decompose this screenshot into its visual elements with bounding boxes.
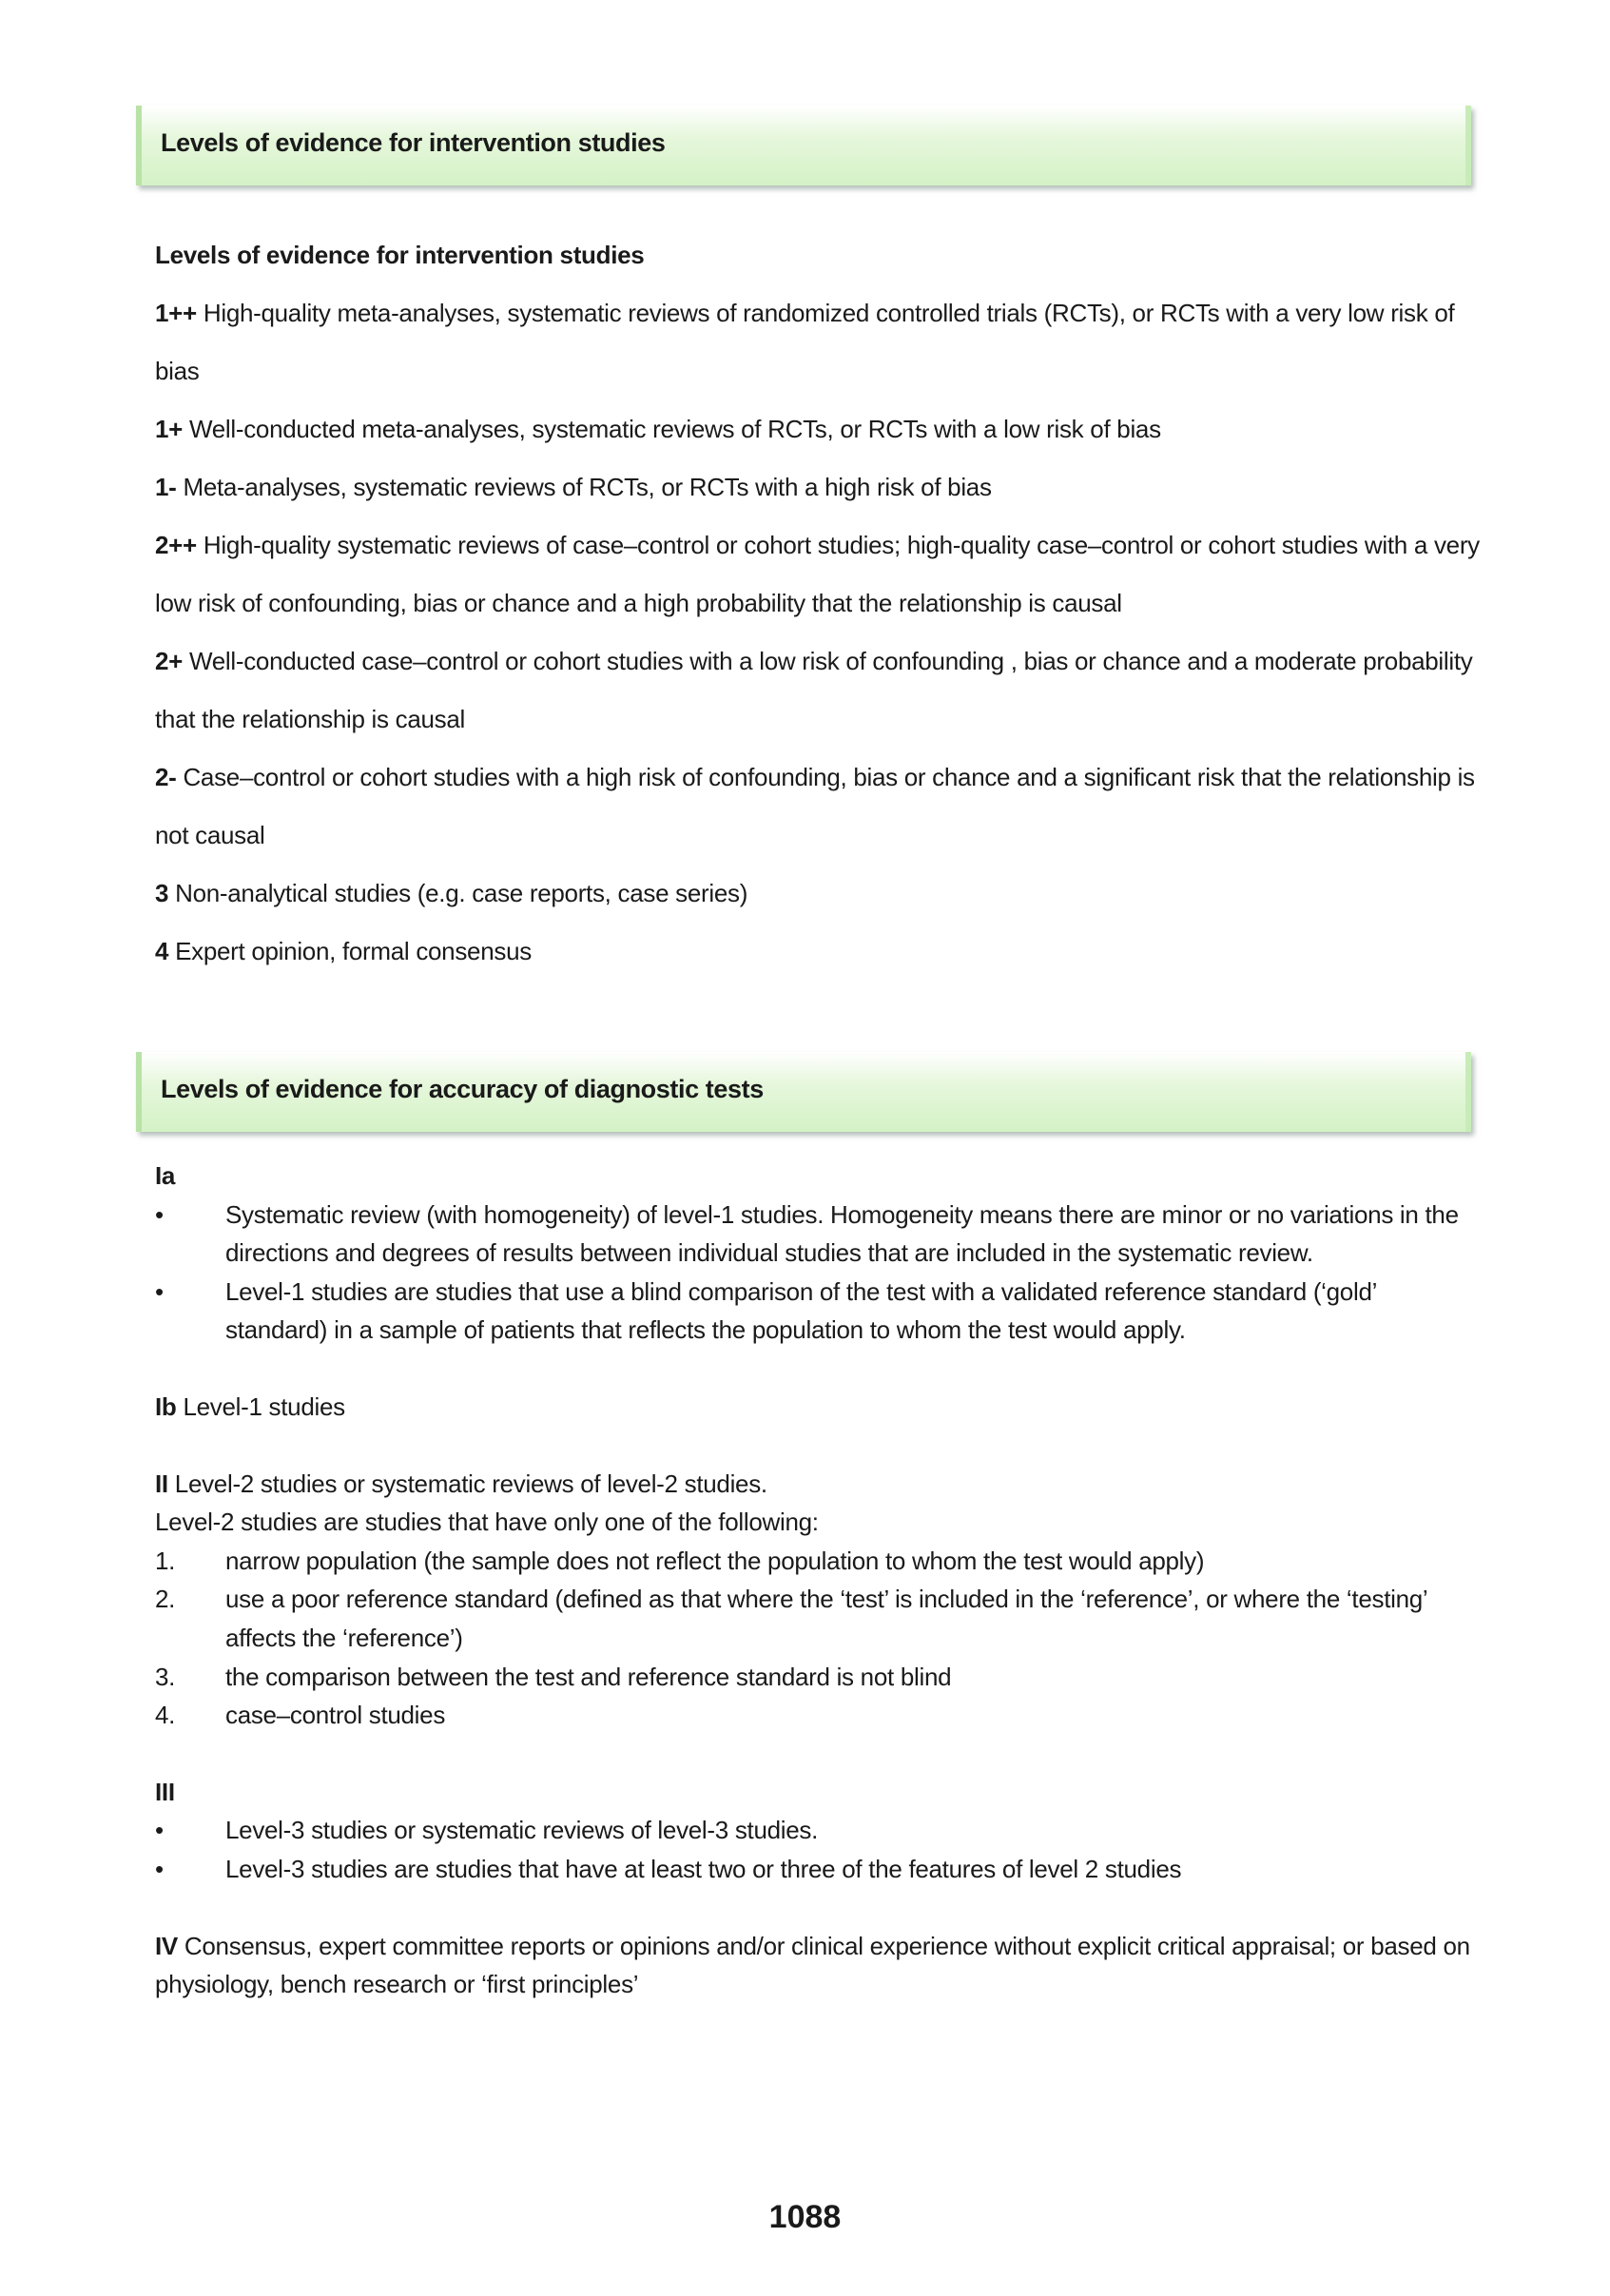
- numbered-item: 4. case–control studies: [155, 1701, 446, 1730]
- level-label-ia: Ia: [155, 1161, 176, 1190]
- section-header-intervention: [136, 106, 1471, 185]
- bullet-icon: •: [155, 1854, 164, 1883]
- level-item: 1- Meta-analyses, systematic reviews of RCTs, or RCTs with a high risk of bias: [155, 473, 992, 501]
- level-ib: Ib Level-1 studies: [155, 1391, 345, 1421]
- bullet-item: • Level-3 studies are studies that have at least two or three of the features of level 2 studies: [155, 1850, 1477, 1889]
- level-item: 3 Non-analytical studies (e.g. case reports, case series): [155, 879, 748, 907]
- section-title: Levels of evidence for intervention studies: [155, 241, 645, 269]
- level-iv: IV Consensus, expert committee reports or opinions and/or clinical experience without explicit critical appraisal; or based on physiology, bench research or ‘first principles’: [155, 1931, 1470, 1999]
- section-header-title: Levels of evidence for accuracy of diagnostic tests: [161, 1075, 764, 1103]
- page-number: 1088: [768, 2199, 842, 2235]
- level-item: 4 Expert opinion, formal consensus: [155, 937, 532, 965]
- numbered-item: 2. use a poor reference standard (defined as that where the ‘test’ is included in the ‘reference’, or where the ‘testing’ affects the ‘reference’): [155, 1585, 1427, 1652]
- section-header-title: Levels of evidence for intervention studies: [161, 128, 666, 157]
- level-label-iii: III: [155, 1777, 175, 1806]
- level-item: 2+ Well-conducted case–control or cohort studies with a low risk of confounding , bias or chance and a moderate probability that the relationship is causal: [155, 647, 1473, 733]
- intervention-levels: [155, 226, 1486, 981]
- level-ii-intro: Level-2 studies are studies that have only one of the following:: [155, 1508, 819, 1537]
- bullet-icon: •: [155, 1816, 164, 1845]
- numbered-item: 3. the comparison between the test and reference standard is not blind: [155, 1662, 952, 1691]
- bullet-item: • Systematic review (with homogeneity) of level-1 studies. Homogeneity means there are minor or no variations in the directions and degrees of results between individual studies that are included in the systematic review.: [155, 1196, 1477, 1273]
- bullet-icon: •: [155, 1276, 164, 1306]
- level-item: 2- Case–control or cohort studies with a high risk of confounding, bias or chance and a significant risk that the relationship is not causal: [155, 763, 1475, 849]
- level-item: 1+ Well-conducted meta-analyses, systematic reviews of RCTs, or RCTs with a low risk of bias: [155, 415, 1161, 443]
- bullet-icon: •: [155, 1199, 164, 1229]
- bullet-item: • Level-3 studies or systematic reviews of level-3 studies.: [155, 1811, 1477, 1850]
- bullet-item: • Level-1 studies are studies that use a blind comparison of the test with a validated reference standard (‘gold’ standard) in a sample of patients that reflects the population to whom the test would apply.: [155, 1273, 1477, 1350]
- diagnostic-levels: [155, 1157, 1477, 2004]
- numbered-item: 1. narrow population (the sample does not reflect the population to whom the test would apply): [155, 1546, 1205, 1575]
- section-header-diagnostic: [136, 1052, 1471, 1132]
- level-item: 2++ High-quality systematic reviews of case–control or cohort studies; high-quality case–control or cohort studies with a very low risk of confounding, bias or chance and a high probability that the relationship is causal: [155, 531, 1480, 617]
- level-ii: II Level-2 studies or systematic reviews of level-2 studies.: [155, 1469, 767, 1498]
- level-item: 1++ High-quality meta-analyses, systematic reviews of randomized controlled trials (RCTs), or RCTs with a very low risk of bias: [155, 299, 1455, 385]
